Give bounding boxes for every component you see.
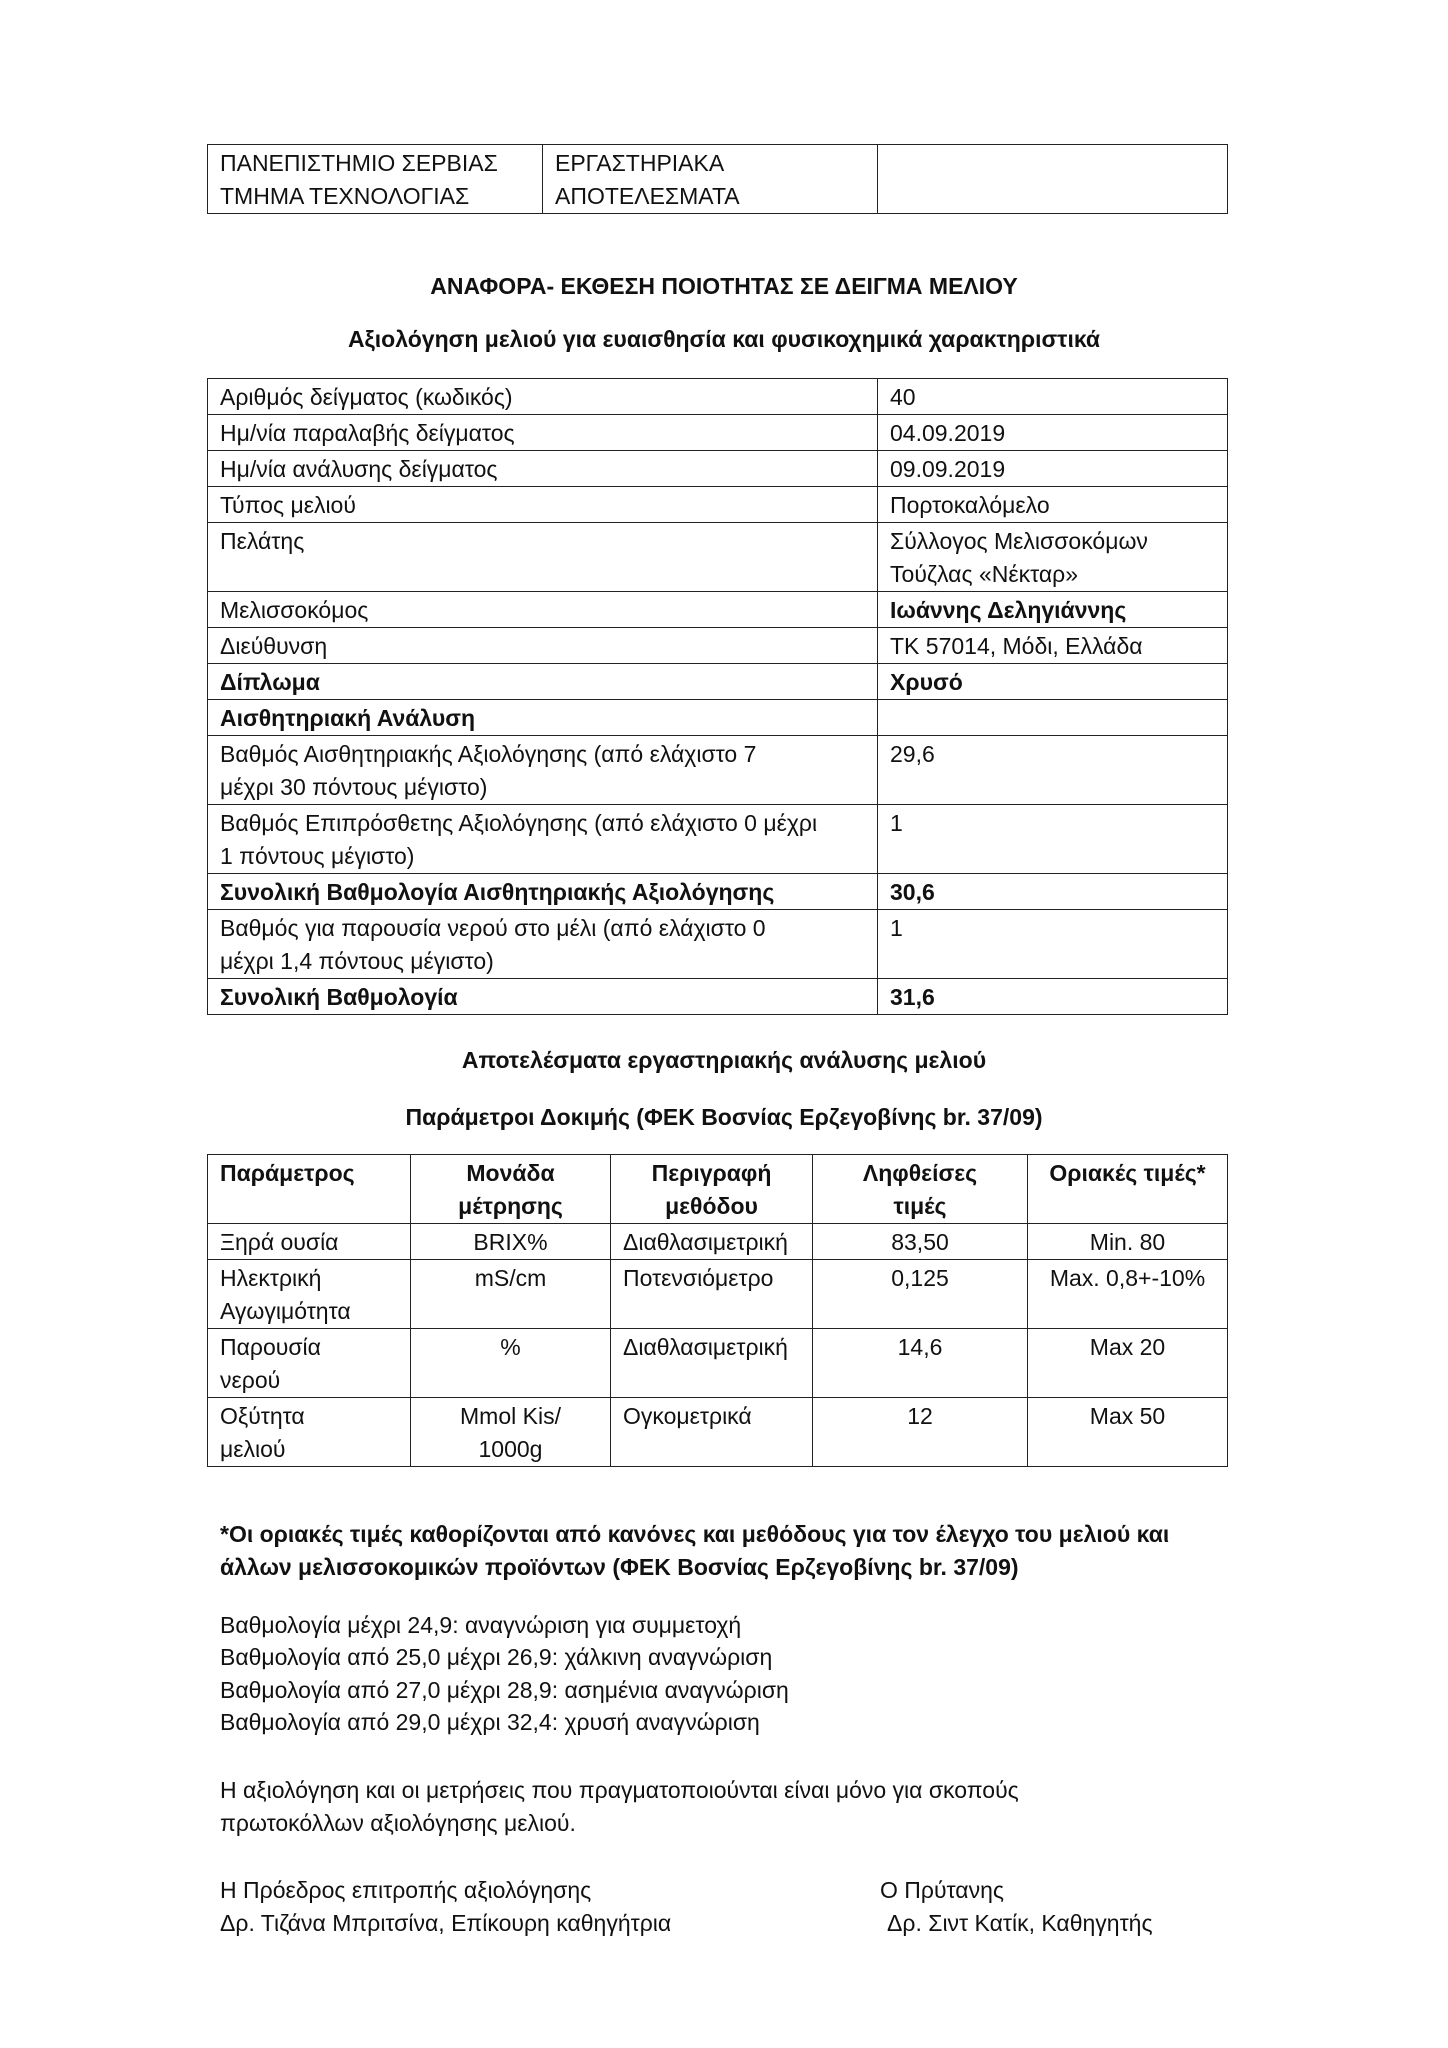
sample-label-cell — [208, 451, 878, 487]
scoring-line: Βαθμολογία από 25,0 μέχρι 26,9: χάλκινη αναγνώριση — [220, 1644, 773, 1670]
lab-column-header — [208, 1155, 411, 1224]
lab-column-header-text: μεθόδου — [665, 1193, 758, 1219]
document-type-line1: ΕΡΓΑΣΤΗΡΙΑΚΑ — [555, 150, 725, 176]
sample-row — [208, 379, 1228, 415]
lab-cell-text: mS/cm — [474, 1265, 547, 1291]
sample-row — [208, 628, 1228, 664]
sample-label: Πελάτης — [220, 528, 305, 554]
sample-value-cell — [878, 487, 1228, 523]
scoring-line: Βαθμολογία από 27,0 μέχρι 28,9: ασημένια αναγνώριση — [220, 1677, 789, 1703]
sample-row — [208, 664, 1228, 700]
header-table — [207, 144, 1228, 214]
lab-cell-text: 14,6 — [897, 1334, 943, 1360]
sample-label: 1 πόντους μέγιστο) — [220, 843, 415, 869]
sample-row — [208, 736, 1228, 805]
sample-value: 29,6 — [890, 741, 935, 767]
lab-cell-text: Ξηρά ουσία — [220, 1229, 339, 1255]
lab-column-header-text: μέτρησης — [458, 1193, 563, 1219]
sample-value-cell — [878, 700, 1228, 736]
sample-label-cell — [208, 523, 878, 592]
lab-cell — [611, 1224, 813, 1260]
lab-row — [208, 1260, 1228, 1329]
lab-cell — [611, 1329, 813, 1398]
department-name: ΤΜΗΜΑ ΤΕΧΝΟΛΟΓΙΑΣ — [220, 183, 470, 209]
sample-value: 40 — [890, 384, 916, 410]
sample-value-cell — [878, 451, 1228, 487]
lab-column-header-text: Περιγραφή — [651, 1160, 772, 1186]
lab-cell-text: Max 50 — [1089, 1403, 1166, 1429]
lab-cell-text: νερού — [220, 1367, 281, 1393]
lab-cell — [1028, 1398, 1228, 1467]
lab-cell — [611, 1398, 813, 1467]
sample-value: ΤΚ 57014, Μόδι, Ελλάδα — [890, 633, 1143, 659]
lab-cell — [208, 1224, 411, 1260]
institution-cell — [208, 145, 543, 214]
sample-label: Ημ/νία ανάλυσης δείγματος — [220, 456, 498, 482]
lab-cell — [813, 1260, 1028, 1329]
lab-cell — [208, 1260, 411, 1329]
sample-value-cell — [878, 379, 1228, 415]
scoring-line: Βαθμολογία μέχρι 24,9: αναγνώριση για συμμετοχή — [220, 1612, 742, 1638]
lab-cell-text: Οξύτητα — [220, 1403, 305, 1429]
lab-column-header — [813, 1155, 1028, 1224]
lab-results-title: Αποτελέσματα εργαστηριακής ανάλυσης μελιού — [461, 1047, 987, 1073]
disclaimer-line-2: πρωτοκόλλων αξιολόγησης μελιού. — [220, 1810, 576, 1836]
sample-row — [208, 415, 1228, 451]
lab-results-subtitle: Παράμετροι Δοκιμής (ΦΕΚ Βοσνίας Ερζεγοβίνης br. 37/09) — [405, 1104, 1043, 1130]
sample-label-cell — [208, 979, 878, 1015]
lab-cell — [411, 1260, 611, 1329]
left-signature-name: Δρ. Τιζάνα Μπριτσίνα, Επίκουρη καθηγήτρια — [220, 1910, 672, 1936]
sample-value-cell — [878, 979, 1228, 1015]
lab-cell — [208, 1329, 411, 1398]
lab-column-header-text: Οριακές τιμές* — [1049, 1160, 1206, 1186]
sample-label: Διεύθυνση — [220, 633, 328, 659]
lab-cell-text: Max. 0,8+-10% — [1049, 1265, 1206, 1291]
lab-column-header — [1028, 1155, 1228, 1224]
right-signature-name: Δρ. Σιντ Κατίκ, Καθηγητής — [887, 1910, 1153, 1936]
header-empty-cell — [878, 145, 1228, 214]
sample-value — [890, 702, 1215, 735]
sample-label-cell — [208, 592, 878, 628]
sample-value-cell — [878, 874, 1228, 910]
sample-row — [208, 874, 1228, 910]
sample-label-cell — [208, 736, 878, 805]
sample-value-cell — [878, 805, 1228, 874]
footnote-line-2: άλλων μελισσοκομικών προϊόντων (ΦΕΚ Βοσνίας Ερζεγοβίνης br. 37/09) — [220, 1554, 1019, 1580]
sample-label: Συνολική Βαθμολογία — [220, 984, 458, 1010]
sample-label-cell — [208, 487, 878, 523]
lab-cell-text: Ηλεκτρική — [220, 1265, 322, 1291]
lab-cell-text: Ογκομετρικά — [623, 1403, 752, 1429]
lab-cell-text: Παρουσία — [220, 1334, 321, 1360]
sample-row — [208, 487, 1228, 523]
footnote-line-1: *Οι οριακές τιμές καθορίζονται από κανόνες και μεθόδους για τον έλεγχο του μελιού και — [220, 1521, 1170, 1547]
sample-value-cell — [878, 736, 1228, 805]
lab-cell — [208, 1398, 411, 1467]
sample-value: Τούζλας «Νέκταρ» — [890, 561, 1079, 587]
lab-cell — [411, 1329, 611, 1398]
sample-label: Αισθητηριακή Ανάλυση — [220, 705, 475, 731]
left-signature-role: Η Πρόεδρος επιτροπής αξιολόγησης — [220, 1877, 592, 1903]
lab-results-table — [207, 1154, 1228, 1467]
lab-cell-text: BRIX% — [473, 1229, 548, 1255]
sample-label: Μελισσοκόμος — [220, 597, 369, 623]
sample-row — [208, 700, 1228, 736]
sample-info-table — [207, 378, 1228, 1015]
header-row — [208, 145, 1228, 214]
sample-label-cell — [208, 700, 878, 736]
sample-label-cell — [208, 415, 878, 451]
sample-label: Δίπλωμα — [220, 669, 320, 695]
institution-name: ΠΑΝΕΠΙΣΤΗΜΙΟ ΣΕΡΒΙΑΣ — [220, 150, 498, 176]
sample-label: Βαθμός Επιπρόσθετης Αξιολόγησης (από ελάχιστο 0 μέχρι — [220, 810, 818, 836]
sample-label: μέχρι 1,4 πόντους μέγιστο) — [220, 948, 494, 974]
sample-value-cell — [878, 523, 1228, 592]
report-title: ΑΝΑΦΟΡΑ- ΕΚΘΕΣΗ ΠΟΙΟΤΗΤΑΣ ΣΕ ΔΕΙΓΜΑ ΜΕΛΙΟΥ — [430, 273, 1018, 299]
document-type-cell — [543, 145, 878, 214]
document-type-line2: ΑΠΟΤΕΛΕΣΜΑΤΑ — [555, 183, 740, 209]
lab-cell-text: Ποτενσιόμετρο — [623, 1265, 774, 1291]
sample-row — [208, 805, 1228, 874]
sample-row — [208, 592, 1228, 628]
sample-label-cell — [208, 910, 878, 979]
sample-label-cell — [208, 664, 878, 700]
lab-cell — [411, 1398, 611, 1467]
sample-value: Πορτοκαλόμελο — [890, 492, 1050, 518]
sample-label: μέχρι 30 πόντους μέγιστο) — [220, 774, 488, 800]
lab-column-header — [411, 1155, 611, 1224]
report-subtitle: Αξιολόγηση μελιού για ευαισθησία και φυσικοχημικά χαρακτηριστικά — [347, 326, 1101, 352]
sample-label-cell — [208, 874, 878, 910]
lab-cell-text: Διαθλασιμετρική — [623, 1229, 788, 1255]
lab-column-header-text: Παράμετρος — [220, 1160, 355, 1186]
lab-cell — [1028, 1260, 1228, 1329]
sample-label: Τύπος μελιού — [220, 492, 356, 518]
sample-value-cell — [878, 592, 1228, 628]
sample-value: 1 — [890, 915, 903, 941]
sample-label: Βαθμός για παρουσία νερού στο μέλι (από ελάχιστο 0 — [220, 915, 766, 941]
sample-value: 31,6 — [890, 984, 935, 1010]
sample-value-cell — [878, 664, 1228, 700]
lab-column-header-text: Ληφθείσες — [862, 1160, 978, 1186]
sample-value-cell — [878, 415, 1228, 451]
sample-value: Ιωάννης Δεληγιάννης — [890, 597, 1127, 623]
lab-cell-text: 1000g — [478, 1436, 543, 1462]
lab-cell — [813, 1224, 1028, 1260]
lab-row — [208, 1398, 1228, 1467]
sample-label: Ημ/νία παραλαβής δείγματος — [220, 420, 515, 446]
sample-label-cell — [208, 628, 878, 664]
scoring-line: Βαθμολογία από 29,0 μέχρι 32,4: χρυσή αναγνώριση — [220, 1709, 760, 1735]
sample-value: 30,6 — [890, 879, 935, 905]
lab-cell — [411, 1224, 611, 1260]
lab-row — [208, 1329, 1228, 1398]
lab-cell-text: Αγωγιμότητα — [220, 1298, 351, 1324]
lab-column-header-text: Μονάδα — [466, 1160, 555, 1186]
sample-label: Αριθμός δείγματος (κωδικός) — [220, 384, 513, 410]
lab-column-header-text: τιμές — [893, 1193, 947, 1219]
sample-label-cell — [208, 379, 878, 415]
sample-row — [208, 979, 1228, 1015]
sample-row — [208, 451, 1228, 487]
sample-value-cell — [878, 910, 1228, 979]
lab-cell — [1028, 1224, 1228, 1260]
lab-cell-text: 12 — [907, 1403, 933, 1429]
lab-cell-text: 0,125 — [891, 1265, 949, 1291]
lab-cell-text: 83,50 — [891, 1229, 949, 1255]
lab-header-row — [208, 1155, 1228, 1224]
lab-cell-text: Max 20 — [1089, 1334, 1166, 1360]
sample-row — [208, 523, 1228, 592]
sample-value: 09.09.2019 — [890, 456, 1006, 482]
sample-value: Σύλλογος Μελισσοκόμων — [890, 528, 1148, 554]
right-signature-role: Ο Πρύτανης — [880, 1877, 1004, 1903]
lab-cell-text: μελιού — [220, 1436, 286, 1462]
lab-cell — [813, 1329, 1028, 1398]
disclaimer-line-1: Η αξιολόγηση και οι μετρήσεις που πραγματοποιούνται είναι μόνο για σκοπούς — [220, 1777, 1019, 1803]
lab-cell-text: Διαθλασιμετρική — [623, 1334, 788, 1360]
sample-value-cell — [878, 628, 1228, 664]
sample-value: Χρυσό — [890, 669, 963, 695]
lab-cell-text: % — [500, 1334, 521, 1360]
sample-label-cell — [208, 805, 878, 874]
sample-label: Συνολική Βαθμολογία Αισθητηριακής Αξιολόγησης — [220, 879, 775, 905]
sample-value: 04.09.2019 — [890, 420, 1006, 446]
sample-label: Βαθμός Αισθητηριακής Αξιολόγησης (από ελάχιστο 7 — [220, 741, 757, 767]
lab-column-header — [611, 1155, 813, 1224]
lab-cell-text: Mmol Kis/ — [460, 1403, 561, 1429]
sample-value: 1 — [890, 810, 903, 836]
lab-row — [208, 1224, 1228, 1260]
lab-cell — [813, 1398, 1028, 1467]
lab-cell-text: Min. 80 — [1089, 1229, 1166, 1255]
sample-row — [208, 910, 1228, 979]
lab-cell — [611, 1260, 813, 1329]
lab-cell — [1028, 1329, 1228, 1398]
